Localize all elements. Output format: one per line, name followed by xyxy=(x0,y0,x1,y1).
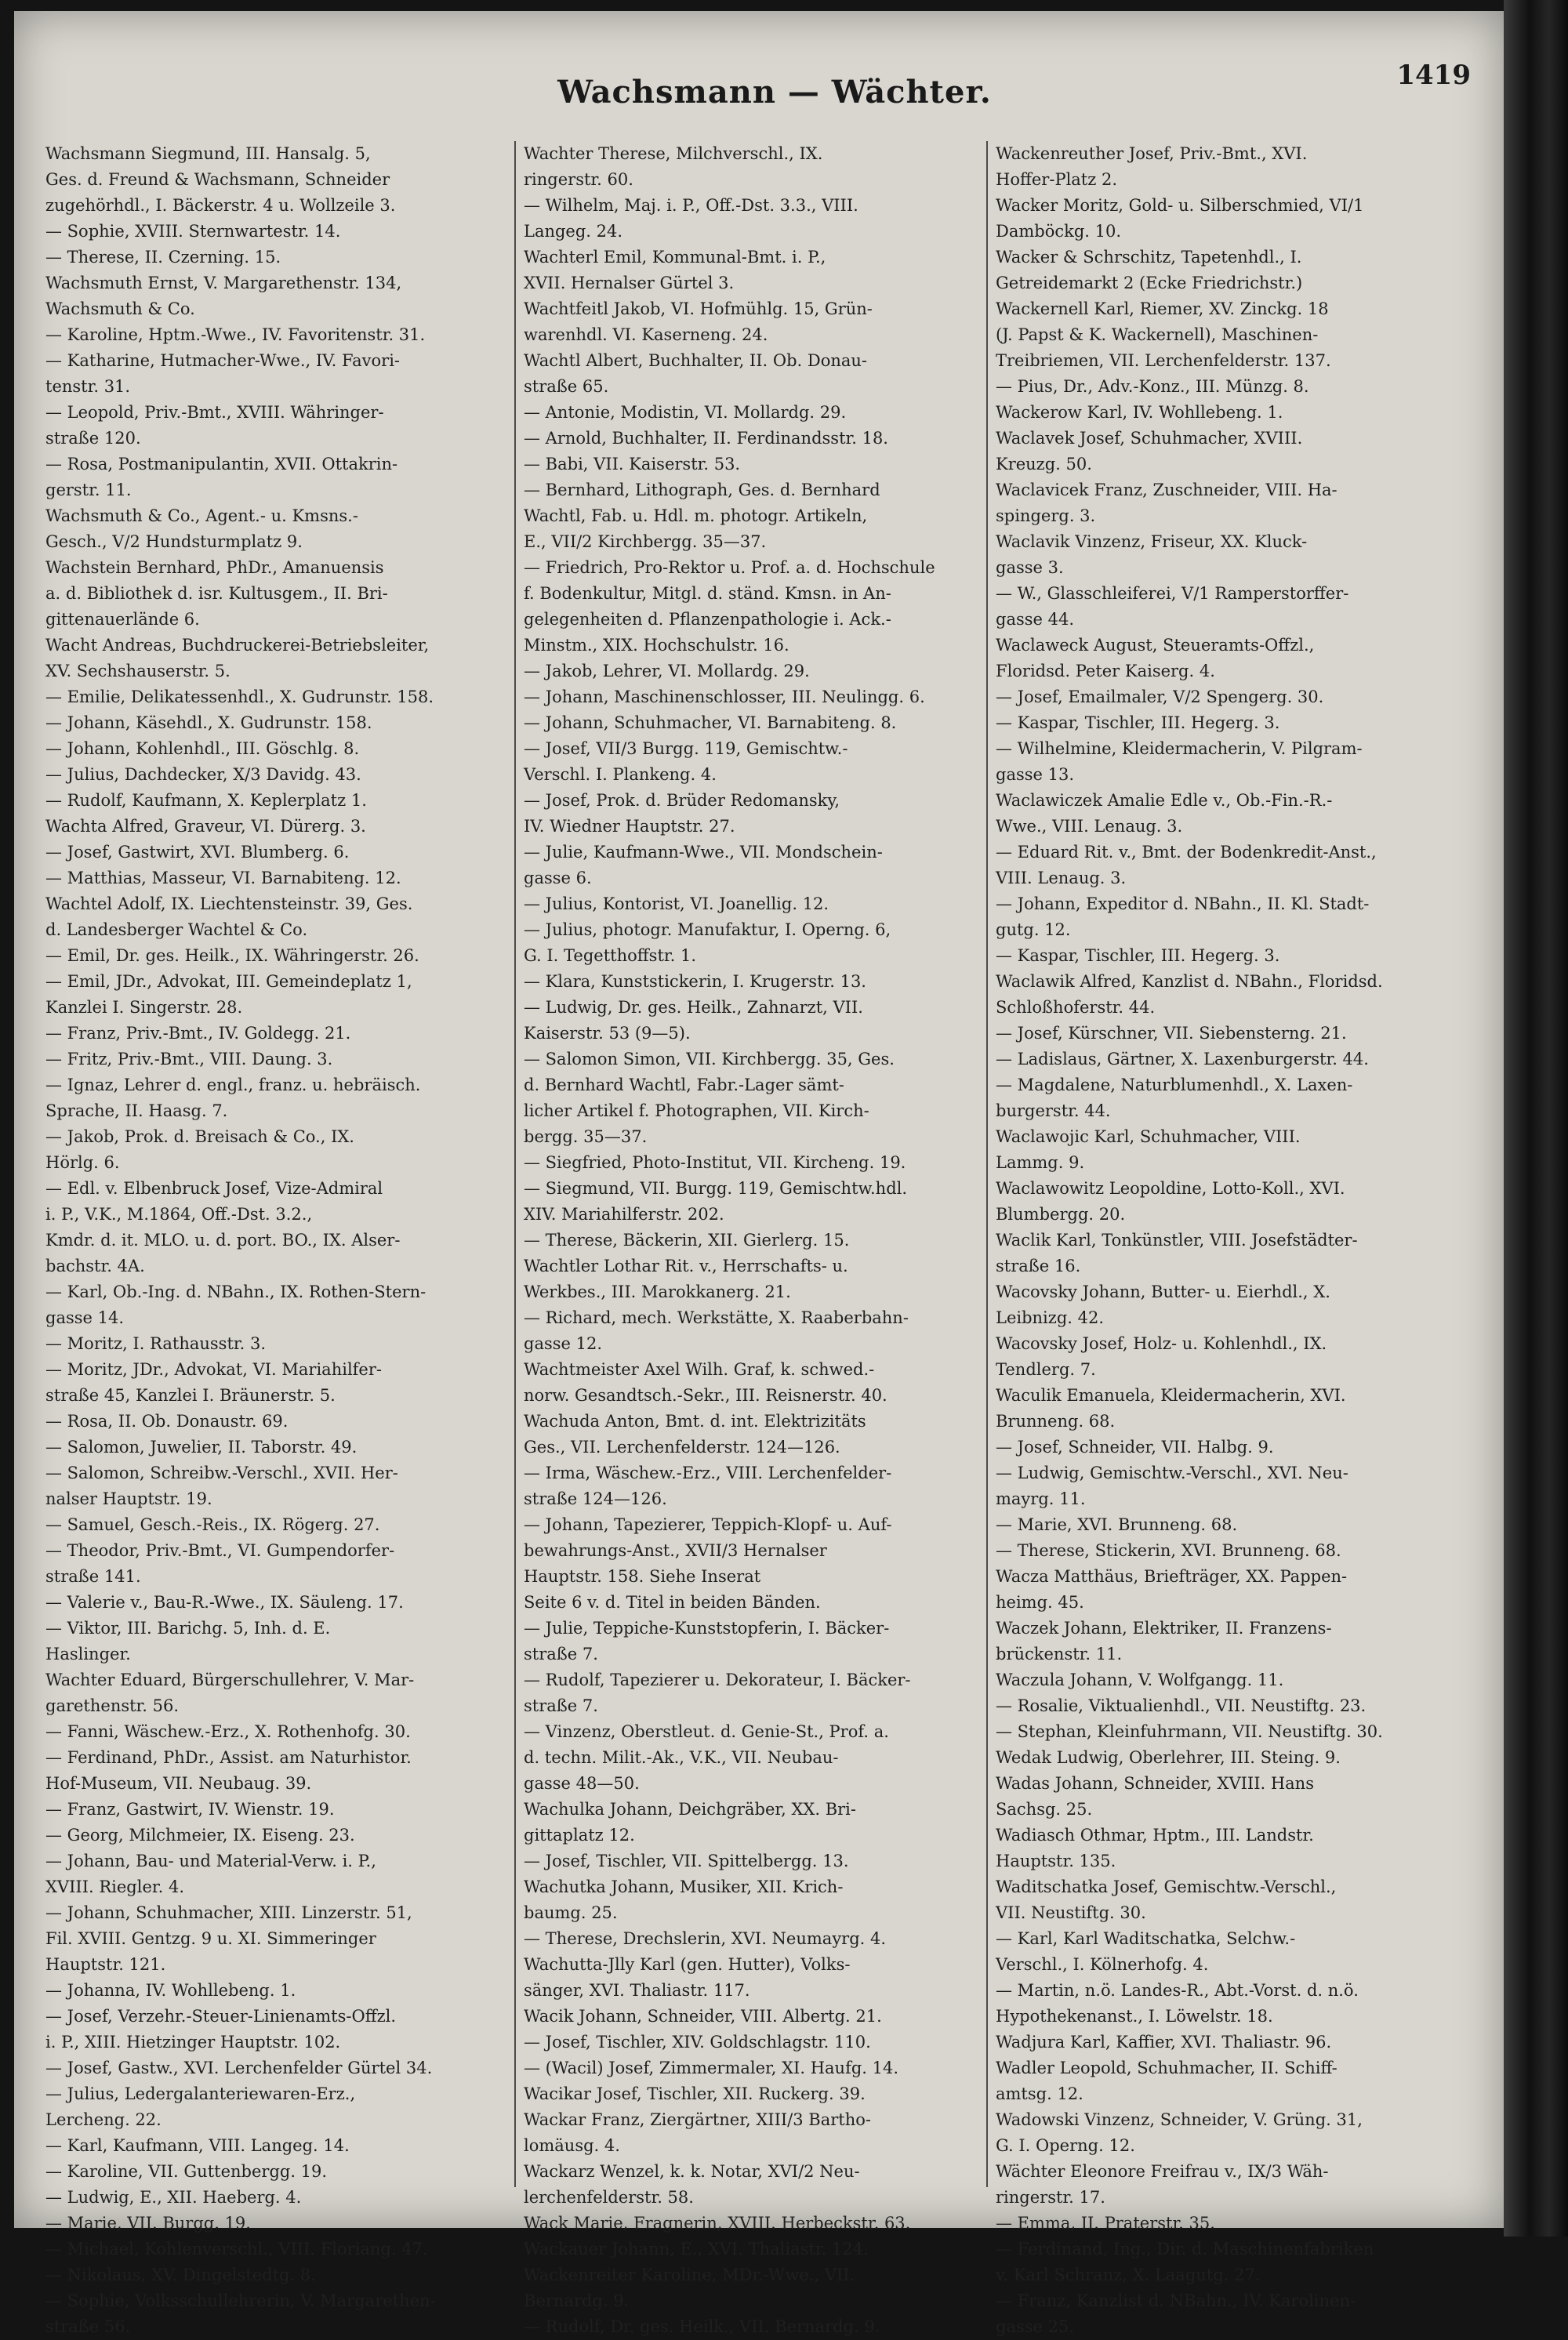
directory-entry: ringerstr. 60. xyxy=(524,170,633,189)
directory-entry: — Moritz, I. Rathausstr. 3. xyxy=(45,1334,267,1353)
directory-entry: Wackernell Karl, Riemer, XV. Zinckg. 18 xyxy=(996,299,1329,318)
directory-entry: i. P., XIII. Hietzinger Hauptstr. 102. xyxy=(45,2033,341,2052)
directory-entry: zugehörhdl., I. Bäckerstr. 4 u. Wollzeile 3. xyxy=(45,196,396,215)
directory-entry: Wachter Therese, Milchverschl., IX. xyxy=(524,144,823,163)
directory-entry: mayrg. 11. xyxy=(996,1489,1086,1508)
directory-entry: nalser Hauptstr. 19. xyxy=(45,1489,212,1508)
directory-entry: gasse 48—50. xyxy=(524,1774,640,1793)
directory-entry: Wachulka Johann, Deichgräber, XX. Bri- xyxy=(524,1800,856,1819)
directory-entry: — Leopold, Priv.-Bmt., XVIII. Währinger- xyxy=(45,403,384,422)
directory-entry: straße 56. xyxy=(45,2317,131,2336)
directory-entry: gerstr. 11. xyxy=(45,481,132,499)
directory-entry: — (Wacil) Josef, Zimmermaler, XI. Haufg. 14. xyxy=(524,2059,899,2077)
page-title: Wachsmann — Wächter. xyxy=(557,74,992,111)
directory-entry: XV. Sechshauserstr. 5. xyxy=(45,662,230,680)
directory-entry: Floridsd. Peter Kaiserg. 4. xyxy=(996,662,1215,680)
directory-entry: Waclavik Vinzenz, Friseur, XX. Kluck- xyxy=(996,532,1308,551)
directory-entry: a. d. Bibliothek d. isr. Kultusgem., II. Bri- xyxy=(45,584,388,603)
directory-entry: — Samuel, Gesch.-Reis., IX. Rögerg. 27. xyxy=(45,1515,380,1534)
directory-entry: Wacikar Josef, Tischler, XII. Ruckerg. 39. xyxy=(524,2084,866,2103)
directory-entry: — Fritz, Priv.-Bmt., VIII. Daung. 3. xyxy=(45,1050,333,1068)
directory-entry: Waditschatka Josef, Gemischtw.-Verschl., xyxy=(996,1877,1337,1896)
directory-entry: Schloßhoferstr. 44. xyxy=(996,998,1156,1017)
directory-entry: gasse 13. xyxy=(996,765,1075,784)
directory-entry: — Valerie v., Bau-R.-Wwe., IX. Säuleng. 17. xyxy=(45,1593,404,1612)
directory-entry: — Julius, Ledergalanteriewaren-Erz., xyxy=(45,2084,356,2103)
directory-entry: — Sophie, XVIII. Sternwartestr. 14. xyxy=(45,222,341,241)
directory-entry: — Jakob, Prok. d. Breisach & Co., IX. xyxy=(45,1127,354,1146)
directory-entry: Haslinger. xyxy=(45,1645,131,1663)
directory-entry: Hypothekenanst., I. Löwelstr. 18. xyxy=(996,2007,1273,2026)
directory-entry: Tendlerg. 7. xyxy=(996,1360,1096,1379)
directory-entry: — Rudolf, Dr. ges. Heilk., VII. Bernardg. 9. xyxy=(524,2317,880,2336)
directory-entry: Wackauer Johann, E., XVI. Thaliastr. 124. xyxy=(524,2240,869,2258)
directory-entry: — Emil, Dr. ges. Heilk., IX. Währingerstr. 26. xyxy=(45,946,419,965)
directory-entry: Wachtel Adolf, IX. Liechtensteinstr. 39, Ges. xyxy=(45,894,413,913)
directory-entry: f. Bodenkultur, Mitgl. d. ständ. Kmsn. in An- xyxy=(524,584,891,603)
directory-entry: straße 45, Kanzlei I. Bräunerstr. 5. xyxy=(45,1386,336,1405)
directory-entry: Wachutta-Jlly Karl (gen. Hutter), Volks- xyxy=(524,1955,851,1974)
directory-entry: — Irma, Wäschew.-Erz., VIII. Lerchenfelder- xyxy=(524,1464,892,1482)
directory-entry: straße 7. xyxy=(524,1696,598,1715)
directory-entry: — Josef, VII/3 Burgg. 119, Gemischtw.- xyxy=(524,739,848,758)
directory-entry: gutg. 12. xyxy=(996,920,1071,939)
directory-entry: — Therese, Bäckerin, XII. Gierlerg. 15. xyxy=(524,1231,850,1250)
directory-entry: — Martin, n.ö. Landes-R., Abt.-Vorst. d. n.ö. xyxy=(996,1981,1359,2000)
directory-entry: Wadiasch Othmar, Hptm., III. Landstr. xyxy=(996,1826,1314,1845)
directory-entry: baumg. 25. xyxy=(524,1903,618,1922)
directory-entry: Wacker Moritz, Gold- u. Silberschmied, VI/1 xyxy=(996,196,1364,215)
directory-entry: gelegenheiten d. Pflanzenpathologie i. Ack.- xyxy=(524,610,891,629)
directory-entry: lerchenfelderstr. 58. xyxy=(524,2188,694,2207)
directory-entry: — Ludwig, E., XII. Haeberg. 4. xyxy=(45,2188,302,2207)
directory-entry: Hauptstr. 135. xyxy=(996,1852,1116,1870)
directory-entry: — Arnold, Buchhalter, II. Ferdinandsstr. 18. xyxy=(524,429,888,448)
directory-entry: — Rudolf, Tapezierer u. Dekorateur, I. Bäcker- xyxy=(524,1671,911,1689)
directory-entry: gasse 3. xyxy=(996,558,1064,577)
directory-entry: licher Artikel f. Photographen, VII. Kirch- xyxy=(524,1101,869,1120)
directory-entry: burgerstr. 44. xyxy=(996,1101,1111,1120)
directory-entry: IV. Wiedner Hauptstr. 27. xyxy=(524,817,735,836)
directory-entry: — Franz, Gastwirt, IV. Wienstr. 19. xyxy=(45,1800,335,1819)
directory-entry: (J. Papst & K. Wackernell), Maschinen- xyxy=(996,325,1319,344)
directory-entry: — Bernhard, Lithograph, Ges. d. Bernhard xyxy=(524,481,880,499)
directory-entry: — Marie, XVI. Brunneng. 68. xyxy=(996,1515,1238,1534)
directory-entry: — Klara, Kunststickerin, I. Krugerstr. 13. xyxy=(524,972,866,991)
directory-entry: Wachsmuth & Co. xyxy=(45,299,195,318)
directory-entry: Hörlg. 6. xyxy=(45,1153,120,1172)
directory-entry: — Julius, Kontorist, VI. Joanellig. 12. xyxy=(524,894,829,913)
directory-entry: — Ludwig, Dr. ges. Heilk., Zahnarzt, VII. xyxy=(524,998,863,1017)
directory-entry: — Friedrich, Pro-Rektor u. Prof. a. d. Hochschule xyxy=(524,558,935,577)
directory-entry: — Karl, Kaufmann, VIII. Langeg. 14. xyxy=(45,2136,350,2155)
directory-entry: — Magdalene, Naturblumenhdl., X. Laxen- xyxy=(996,1076,1353,1094)
directory-entry: — Babi, VII. Kaiserstr. 53. xyxy=(524,455,741,473)
directory-entry: Wadas Johann, Schneider, XVIII. Hans xyxy=(996,1774,1314,1793)
directory-entry: — Ferdinand, Ing., Dir. d. Maschinenfabriken xyxy=(996,2240,1374,2258)
directory-entry: Minstm., XIX. Hochschulstr. 16. xyxy=(524,636,789,655)
directory-entry: — Emma, II. Praterstr. 35. xyxy=(996,2214,1215,2233)
directory-entry: — Ludwig, Gemischtw.-Verschl., XVI. Neu- xyxy=(996,1464,1348,1482)
directory-entry: XVII. Hernalser Gürtel 3. xyxy=(524,274,735,292)
directory-entry: — Josef, Gastw., XVI. Lerchenfelder Gürtel 34. xyxy=(45,2059,433,2077)
directory-entry: — Edl. v. Elbenbruck Josef, Vize-Admiral xyxy=(45,1179,383,1198)
column-divider xyxy=(514,141,516,2187)
directory-entry: — Therese, II. Czerning. 15. xyxy=(45,248,281,267)
directory-entry: gasse 12. xyxy=(524,1334,603,1353)
directory-entry: VII. Neustiftg. 30. xyxy=(996,1903,1146,1922)
directory-entry: Wachstein Bernhard, PhDr., Amanuensis xyxy=(45,558,384,577)
directory-entry: — Kaspar, Tischler, III. Hegerg. 3. xyxy=(996,946,1280,965)
directory-entry: — Johann, Bau- und Material-Verw. i. P., xyxy=(45,1852,376,1870)
directory-entry: — Salomon, Schreibw.-Verschl., XVII. Her- xyxy=(45,1464,398,1482)
directory-entry: — Emilie, Delikatessenhdl., X. Gudrunstr. 158. xyxy=(45,687,434,706)
directory-entry: — Johann, Kohlenhdl., III. Göschlg. 8. xyxy=(45,739,360,758)
directory-entry: — Josef, Verzehr.-Steuer-Linienamts-Offzl. xyxy=(45,2007,397,2026)
directory-entry: — Eduard Rit. v., Bmt. der Bodenkredit-Anst., xyxy=(996,843,1377,862)
directory-entry: — Julius, Dachdecker, X/3 Davidg. 43. xyxy=(45,765,361,784)
directory-entry: d. Landesberger Wachtel & Co. xyxy=(45,920,308,939)
directory-entry: Wadler Leopold, Schuhmacher, II. Schiff- xyxy=(996,2059,1338,2077)
directory-entry: gasse 25. xyxy=(996,2317,1075,2336)
directory-entry: Wachta Alfred, Graveur, VI. Dürerg. 3. xyxy=(45,817,366,836)
directory-entry: garethenstr. 56. xyxy=(45,1696,180,1715)
directory-entry: Wacza Matthäus, Briefträger, XX. Pappen- xyxy=(996,1567,1348,1586)
directory-entry: — Josef, Tischler, XIV. Goldschlagstr. 110. xyxy=(524,2033,871,2052)
directory-entry: Wadowski Vinzenz, Schneider, V. Grüng. 31, xyxy=(996,2110,1363,2129)
directory-entry: Kaiserstr. 53 (9—5). xyxy=(524,1024,691,1043)
directory-entry: Damböckg. 10. xyxy=(996,222,1122,241)
directory-entry: Waclawowitz Leopoldine, Lotto-Koll., XVI. xyxy=(996,1179,1345,1198)
directory-entry: Wack Marie, Fragnerin, XVIII. Herbeckstr. 63. xyxy=(524,2214,911,2233)
directory-entry: — Johann, Tapezierer, Teppich-Klopf- u. Auf- xyxy=(524,1515,892,1534)
directory-entry: — Nikolaus, XV. Dingelstedtg. 8. xyxy=(45,2266,316,2284)
directory-entry: — Ladislaus, Gärtner, X. Laxenburgerstr. 44. xyxy=(996,1050,1369,1068)
directory-entry: — Jakob, Lehrer, VI. Mollardg. 29. xyxy=(524,662,810,680)
directory-entry: Wachsmann Siegmund, III. Hansalg. 5, xyxy=(45,144,371,163)
directory-entry: Wachtl Albert, Buchhalter, II. Ob. Donau- xyxy=(524,351,868,370)
directory-entry: Sachsg. 25. xyxy=(996,1800,1093,1819)
directory-entry: — Josef, Kürschner, VII. Siebensterng. 21. xyxy=(996,1024,1347,1043)
column-divider xyxy=(986,141,988,2187)
directory-entry: Ges., VII. Lerchenfelderstr. 124—126. xyxy=(524,1438,840,1457)
directory-entry: — Wilhelm, Maj. i. P., Off.-Dst. 3.3., VIII. xyxy=(524,196,858,215)
directory-entry: Hoffer-Platz 2. xyxy=(996,170,1118,189)
directory-page xyxy=(14,11,1504,2336)
directory-entry: Getreidemarkt 2 (Ecke Friedrichstr.) xyxy=(996,274,1303,292)
directory-entry: Brunneng. 68. xyxy=(996,1412,1116,1431)
directory-entry: amtsg. 12. xyxy=(996,2084,1083,2103)
directory-entry: heimg. 45. xyxy=(996,1593,1084,1612)
directory-entry: — Richard, mech. Werkstätte, X. Raaberbahn- xyxy=(524,1308,909,1327)
directory-entry: — Johann, Expeditor d. NBahn., II. Kl. Stadt- xyxy=(996,894,1370,913)
directory-entry: — Siegfried, Photo-Institut, VII. Kircheng. 19. xyxy=(524,1153,906,1172)
directory-entry: — Kaspar, Tischler, III. Hegerg. 3. xyxy=(996,713,1280,732)
directory-entry: — Marie, VII. Burgg. 19. xyxy=(45,2214,251,2233)
directory-entry: — Therese, Stickerin, XVI. Brunneng. 68. xyxy=(996,1541,1341,1560)
directory-entry: — Emil, JDr., Advokat, III. Gemeindeplatz 1, xyxy=(45,972,412,991)
directory-entry: — Matthias, Masseur, VI. Barnabiteng. 12. xyxy=(45,869,401,887)
directory-entry: — Karl, Ob.-Ing. d. NBahn., IX. Rothen-Stern- xyxy=(45,1282,426,1301)
directory-entry: — Josef, Emailmaler, V/2 Spengerg. 30. xyxy=(996,687,1324,706)
directory-entry: Seite 6 v. d. Titel in beiden Bänden. xyxy=(524,1593,821,1612)
directory-entry: — Josef, Gastwirt, XVI. Blumberg. 6. xyxy=(45,843,350,862)
directory-entry: — Wilhelmine, Kleidermacherin, V. Pilgram- xyxy=(996,739,1363,758)
directory-entry: — Therese, Drechslerin, XVI. Neumayrg. 4. xyxy=(524,1929,887,1948)
directory-entry: — Karoline, VII. Guttenbergg. 19. xyxy=(45,2162,328,2181)
directory-entry: — Julie, Kaufmann-Wwe., VII. Mondschein- xyxy=(524,843,883,862)
directory-entry: — Michael, Kohlenverschl., VIII. Floriang. 47. xyxy=(45,2240,428,2258)
directory-entry: — Josef, Prok. d. Brüder Redomansky, xyxy=(524,791,840,810)
directory-entry: — W., Glasschleiferei, V/1 Ramperstorffer- xyxy=(996,584,1349,603)
directory-entry: Wachtfeitl Jakob, VI. Hofmühlg. 15, Grün- xyxy=(524,299,873,318)
directory-entry: Waclawojic Karl, Schuhmacher, VIII. xyxy=(996,1127,1301,1146)
directory-entry: — Ferdinand, PhDr., Assist. am Naturhistor. xyxy=(45,1748,412,1767)
directory-entry: bergg. 35—37. xyxy=(524,1127,648,1146)
directory-entry: — Josef, Schneider, VII. Halbg. 9. xyxy=(996,1438,1274,1457)
directory-entry: — Moritz, JDr., Advokat, VI. Mariahilfer- xyxy=(45,1360,382,1379)
directory-entry: — Viktor, III. Barichg. 5, Inh. d. E. xyxy=(45,1619,331,1638)
directory-entry: Wachsmuth & Co., Agent.- u. Kmsns.- xyxy=(45,506,358,525)
directory-entry: Waclawik Alfred, Kanzlist d. NBahn., Floridsd. xyxy=(996,972,1383,991)
directory-entry: — Siegmund, VII. Burgg. 119, Gemischtw.hdl. xyxy=(524,1179,908,1198)
directory-column-2 xyxy=(524,141,986,2336)
directory-entry: Lammg. 9. xyxy=(996,1153,1085,1172)
directory-entry: Wadjura Karl, Kaffier, XVI. Thaliastr. 96. xyxy=(996,2033,1332,2052)
directory-entry: bachstr. 4A. xyxy=(45,1257,145,1275)
directory-entry: — Sophie, Volksschullehrerin, V. Margarethen- xyxy=(45,2291,436,2310)
directory-entry: Blumbergg. 20. xyxy=(996,1205,1126,1224)
directory-entry: Gesch., V/2 Hundsturmplatz 9. xyxy=(45,532,303,551)
directory-entry: norw. Gesandtsch.-Sekr., III. Reisnerstr. 40. xyxy=(524,1386,887,1405)
directory-entry: i. P., V.K., M.1864, Off.-Dst. 3.2., xyxy=(45,1205,313,1224)
directory-entry: — Salomon, Juwelier, II. Taborstr. 49. xyxy=(45,1438,358,1457)
directory-entry: — Fanni, Wäschew.-Erz., X. Rothenhofg. 30. xyxy=(45,1722,411,1741)
directory-entry: Wacik Johann, Schneider, VIII. Albertg. 21. xyxy=(524,2007,882,2026)
directory-entry: — Rosa, II. Ob. Donaustr. 69. xyxy=(45,1412,289,1431)
directory-entry: Waclavek Josef, Schuhmacher, XVIII. xyxy=(996,429,1303,448)
directory-entry: Wachtl, Fab. u. Hdl. m. photogr. Artikeln, xyxy=(524,506,868,525)
directory-entry: Wackarz Wenzel, k. k. Notar, XVI/2 Neu- xyxy=(524,2162,860,2181)
directory-entry: Treibriemen, VII. Lerchenfelderstr. 137. xyxy=(996,351,1331,370)
directory-entry: — Johann, Schuhmacher, XIII. Linzerstr. 51, xyxy=(45,1903,412,1922)
directory-entry: Ges. d. Freund & Wachsmann, Schneider xyxy=(45,170,390,189)
directory-entry: — Julius, photogr. Manufaktur, I. Operng. 6, xyxy=(524,920,891,939)
directory-entry: — Rosa, Postmanipulantin, XVII. Ottakrin- xyxy=(45,455,398,473)
directory-entry: Leibnizg. 42. xyxy=(996,1308,1105,1327)
directory-entry: Wachter Eduard, Bürgerschullehrer, V. Mar- xyxy=(45,1671,415,1689)
directory-entry: spingerg. 3. xyxy=(996,506,1096,525)
directory-entry: Wachtmeister Axel Wilh. Graf, k. schwed.- xyxy=(524,1360,875,1379)
directory-column-1 xyxy=(45,141,508,2336)
directory-entry: Wackenreuther Josef, Priv.-Bmt., XVI. xyxy=(996,144,1308,163)
directory-column-3 xyxy=(996,141,1474,2336)
directory-entry: VIII. Lenaug. 3. xyxy=(996,869,1127,887)
directory-entry: — Georg, Milchmeier, IX. Eiseng. 23. xyxy=(45,1826,355,1845)
directory-entry: Wackar Franz, Ziergärtner, XIII/3 Bartho- xyxy=(524,2110,871,2129)
directory-entry: brückenstr. 11. xyxy=(996,1645,1123,1663)
directory-entry: — Julie, Teppiche-Kunststopferin, I. Bäcker- xyxy=(524,1619,890,1638)
directory-entry: — Rosalie, Viktualienhdl., VII. Neustiftg. 23. xyxy=(996,1696,1367,1715)
directory-entry: Wackerow Karl, IV. Wohllebeng. 1. xyxy=(996,403,1283,422)
directory-entry: Hof-Museum, VII. Neubaug. 39. xyxy=(45,1774,312,1793)
directory-entry: Wachterl Emil, Kommunal-Bmt. i. P., xyxy=(524,248,826,267)
directory-entry: Waczula Johann, V. Wolfgangg. 11. xyxy=(996,1671,1284,1689)
directory-entry: Langeg. 24. xyxy=(524,222,623,241)
directory-entry: Fil. XVIII. Gentzg. 9 u. XI. Simmeringer xyxy=(45,1929,376,1948)
directory-entry: — Johann, Käsehdl., X. Gudrunstr. 158. xyxy=(45,713,372,732)
directory-entry: Wwe., VIII. Lenaug. 3. xyxy=(996,817,1183,836)
directory-entry: sänger, XVI. Thaliastr. 117. xyxy=(524,1981,750,2000)
directory-entry: — Stephan, Kleinfuhrmann, VII. Neustiftg. 30. xyxy=(996,1722,1383,1741)
directory-entry: Wachuda Anton, Bmt. d. int. Elektrizitäts xyxy=(524,1412,866,1431)
directory-entry: straße 120. xyxy=(45,429,141,448)
directory-entry: straße 65. xyxy=(524,377,609,396)
directory-entry: — Johann, Schuhmacher, VI. Barnabiteng. 8. xyxy=(524,713,897,732)
directory-entry: gasse 14. xyxy=(45,1308,125,1327)
directory-entry: Bernardg. 9. xyxy=(524,2291,630,2310)
directory-entry: v. Karl Schranz, X. Laagutg. 27. xyxy=(996,2266,1261,2284)
directory-entry: Waclawiczek Amalie Edle v., Ob.-Fin.-R.- xyxy=(996,791,1333,810)
directory-entry: — Katharine, Hutmacher-Wwe., IV. Favori- xyxy=(45,351,401,370)
directory-entry: Wacht Andreas, Buchdruckerei-Betriebsleiter, xyxy=(45,636,430,655)
page-number: 1419 xyxy=(1396,60,1471,91)
directory-entry: bewahrungs-Anst., XVII/3 Hernalser xyxy=(524,1541,827,1560)
directory-entry: Wacovsky Josef, Holz- u. Kohlenhdl., IX. xyxy=(996,1334,1327,1353)
directory-entry: Wachutka Johann, Musiker, XII. Krich- xyxy=(524,1877,844,1896)
directory-entry: Wedak Ludwig, Oberlehrer, III. Steing. 9. xyxy=(996,1748,1341,1767)
directory-entry: Waczek Johann, Elektriker, II. Franzens- xyxy=(996,1619,1332,1638)
directory-entry: G. I. Tegetthoffstr. 1. xyxy=(524,946,696,965)
directory-entry: — Franz, Kanzlist d. NBahn., IV. Karolinen- xyxy=(996,2291,1356,2310)
directory-entry: warenhdl. VI. Kaserneng. 24. xyxy=(524,325,768,344)
directory-entry: — Salomon Simon, VII. Kirchbergg. 35, Ges. xyxy=(524,1050,895,1068)
directory-entry: Lercheng. 22. xyxy=(45,2110,162,2129)
directory-entry: — Rudolf, Kaufmann, X. Keplerplatz 1. xyxy=(45,791,367,810)
directory-entry: Waclik Karl, Tonkünstler, VIII. Josefstädter- xyxy=(996,1231,1358,1250)
directory-entry: Wachtler Lothar Rit. v., Herrschafts- u. xyxy=(524,1257,848,1275)
directory-entry: Verschl., I. Kölnerhofg. 4. xyxy=(996,1955,1209,1974)
directory-entry: — Franz, Priv.-Bmt., IV. Goldegg. 21. xyxy=(45,1024,351,1043)
directory-entry: Hauptstr. 121. xyxy=(45,1955,166,1974)
directory-entry: Kmdr. d. it. MLO. u. d. port. BO., IX. Alser- xyxy=(45,1231,401,1250)
directory-entry: — Karoline, Hptm.-Wwe., IV. Favoritenstr. 31. xyxy=(45,325,426,344)
directory-entry: tenstr. 31. xyxy=(45,377,131,396)
directory-entry: XVIII. Riegler. 4. xyxy=(45,1877,185,1896)
directory-entry: — Johanna, IV. Wohllebeng. 1. xyxy=(45,1981,296,2000)
directory-entry: Waclavicek Franz, Zuschneider, VIII. Ha- xyxy=(996,481,1338,499)
directory-entry: Waculik Emanuela, Kleidermacherin, XVI. xyxy=(996,1386,1346,1405)
directory-entry: — Vinzenz, Oberstleut. d. Genie-St., Prof. a. xyxy=(524,1722,889,1741)
directory-entry: gasse 44. xyxy=(996,610,1075,629)
directory-entry: Wächter Eleonore Freifrau v., IX/3 Wäh- xyxy=(996,2162,1329,2181)
directory-entry: XIV. Mariahilferstr. 202. xyxy=(524,1205,724,1224)
directory-entry: — Antonie, Modistin, VI. Mollardg. 29. xyxy=(524,403,847,422)
directory-entry: — Johann, Maschinenschlosser, III. Neulingg. 6. xyxy=(524,687,925,706)
directory-entry: straße 124—126. xyxy=(524,1489,667,1508)
directory-entry: Wacovsky Johann, Butter- u. Eierhdl., X. xyxy=(996,1282,1330,1301)
directory-entry: gasse 6. xyxy=(524,869,592,887)
directory-entry: Sprache, II. Haasg. 7. xyxy=(45,1101,228,1120)
directory-entry: gittenauerlände 6. xyxy=(45,610,200,629)
directory-entry: Hauptstr. 158. Siehe Inserat xyxy=(524,1567,761,1586)
directory-entry: Waclaweck August, Steueramts-Offzl., xyxy=(996,636,1315,655)
directory-entry: Kanzlei I. Singerstr. 28. xyxy=(45,998,243,1017)
directory-entry: d. techn. Milit.-Ak., V.K., VII. Neubau- xyxy=(524,1748,839,1767)
directory-entry: straße 16. xyxy=(996,1257,1081,1275)
directory-entry: Wacker & Schrschitz, Tapetenhdl., I. xyxy=(996,248,1302,267)
directory-entry: lomäusg. 4. xyxy=(524,2136,620,2155)
book-spine xyxy=(1504,0,1568,2237)
directory-entry: — Karl, Karl Waditschatka, Selchw.- xyxy=(996,1929,1296,1948)
directory-entry: Wachsmuth Ernst, V. Margarethenstr. 134, xyxy=(45,274,402,292)
directory-entry: — Pius, Dr., Adv.-Konz., III. Münzg. 8. xyxy=(996,377,1309,396)
directory-entry: Verschl. I. Plankeng. 4. xyxy=(524,765,717,784)
directory-entry: — Theodor, Priv.-Bmt., VI. Gumpendorfer- xyxy=(45,1541,395,1560)
directory-entry: Werkbes., III. Marokkanerg. 21. xyxy=(524,1282,791,1301)
directory-entry: Wackenreiter Karoline, MDr.-Wwe., VII. xyxy=(524,2266,855,2284)
directory-entry: E., VII/2 Kirchbergg. 35—37. xyxy=(524,532,767,551)
directory-entry: gittaplatz 12. xyxy=(524,1826,635,1845)
directory-entry: ringerstr. 17. xyxy=(996,2188,1105,2207)
directory-entry: G. I. Operng. 12. xyxy=(996,2136,1135,2155)
directory-entry: — Ignaz, Lehrer d. engl., franz. u. hebräisch. xyxy=(45,1076,421,1094)
directory-entry: Kreuzg. 50. xyxy=(996,455,1092,473)
directory-entry: — Josef, Tischler, VII. Spittelbergg. 13. xyxy=(524,1852,849,1870)
directory-entry: d. Bernhard Wachtl, Fabr.-Lager sämt- xyxy=(524,1076,844,1094)
directory-entry: straße 141. xyxy=(45,1567,141,1586)
directory-entry: straße 7. xyxy=(524,1645,598,1663)
